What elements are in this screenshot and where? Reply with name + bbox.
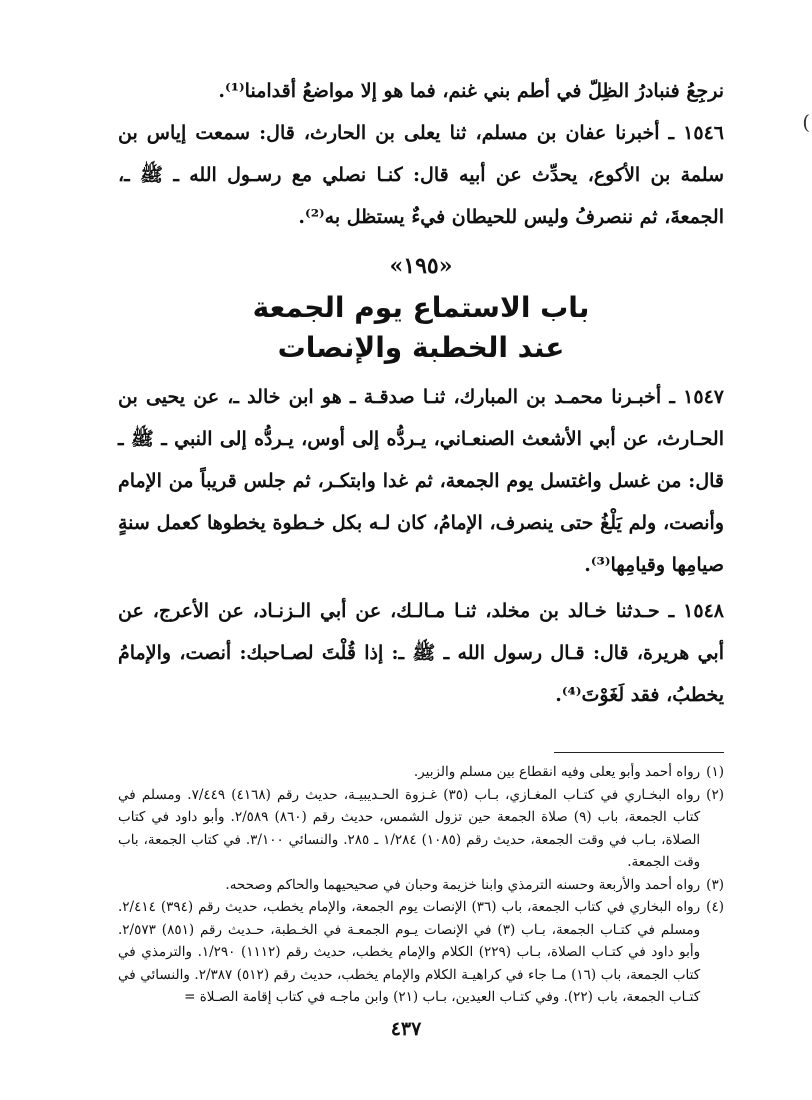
chapter-title-line-2: عند الخطبة والإنصات — [277, 331, 565, 364]
footnote-number: (٣) — [706, 876, 724, 893]
margin-mark: ( — [802, 110, 810, 134]
chapter-title-line-1: باب الاستماع يوم الجمعة — [252, 291, 590, 324]
footnote-number: (٢) — [706, 786, 724, 803]
footnote-text: رواه أحمد والأربعة وحسنه الترمذي وابنا خزيمة وحبان في صحيحيهما والحاكم وصححه. — [225, 876, 701, 893]
footnote — [118, 761, 724, 784]
hadith-1548: ١٥٤٨ ـ حـدثنا خـالد بن مخلد، ثنـا مـالـك، عن أبي الـزنـاد، عن الأعرج، عن أبي هريرة، قال: قـال رسول الله ـ ﷺ ـ: إذا قُلْتَ لصـاحبك: أنصت، والإمامُ يخطبُ، فقد لَغَوْتَ⁽⁴⁾. — [118, 600, 724, 706]
footnote — [118, 896, 724, 1009]
footnote-number: (١) — [706, 764, 724, 780]
footnote-text: رواه البخـاري في كتـاب المغـازي، بـاب (٣٥) غـزوة الحـديبيـة، حديث رقم (٤١٦٨) ٧/٤٤٩. ومسلم في كتاب الجمعة، باب (٩) صلاة الجمعة حين تزول الشمس، حديث رقم (٨٦٠) ٢/٥٨٩. وأبو داود في كتاب الصلاة، بـاب في وقت الجمعة، حديث رقم (١٠٨٥) ١/٢٨٤ ـ ٢٨٥. والنسائي ٣/١٠٠. في كتاب الجمعة، باب وقت الجمعة. — [118, 786, 701, 870]
footnote — [118, 874, 724, 897]
opening-text: نرجِعُ فنبادرُ الظِلّ في أطم بني غنم، فما هو إلا مواضعُ أقدامنا⁽¹⁾. — [218, 80, 724, 102]
footnote-text: رواه البخاري في كتاب الجمعة، باب (٣٦) الإنصات يوم الجمعة، والإمام يخطب، حديث رقم (٣٩٤) ٢/٤١٤. ومسلم في كتـاب الجمعة، بـاب (٣) في الإنصات يـوم الجمعـة في الخـطبة، حـديث رقم (٨٥١) ٢/٥٧٣. وأبو داود في كتـاب الصلاة، بـاب (٢٢٩) الكلام والإمام يخطب، حديث رقم (١١١٢) ١/٢٩٠. والترمذي في كتاب الجمعة، باب (١٦) مـا جاء في كراهيـة الكلام والإمام يخطب، حديث رقم (٥١٢) ٢/٣٨٧. والنسائي في كتـاب الجمعة، باب (٢٢). وفي كتـاب العيدين، بـاب (٢١) وابن ماجـه في كتاب إقامة الصـلاة = — [118, 899, 701, 1005]
footnote-text: رواه أحمد وأبو يعلى وفيه انقطاع بين مسلم والزبير. — [413, 764, 701, 780]
hadith-1547: ١٥٤٧ ـ أخبـرنا محمـد بن المبارك، ثنـا صدقـة ـ هو ابن خالد ـ، عن يحيى بن الحـارث، عن أبي الأشعث الصنعـاني، يـردُّه إلى أوس، يـردُّه إلى النبي ـ ﷺ ـ قال: من غسل واغتسل يوم الجمعة، ثم غدا وابتكـر، ثم جلس قريباً من الإمام وأنصت، ولم يَلْغُ حتى ينصرف، الإمامُ، كان لـه بكل خـطوة يخطوها كعمل سنةٍ صيامِها وقيامِها⁽³⁾. — [118, 386, 724, 576]
page-number: ٤٣٧ — [390, 1018, 422, 1040]
footnote — [118, 784, 724, 874]
chapter-number: «١٩٥» — [389, 253, 453, 279]
footnote-number: (٤) — [706, 899, 724, 915]
footnotes — [118, 761, 724, 1009]
hadith-1546: ١٥٤٦ ـ أخبرنا عفان بن مسلم، ثنا يعلى بن الحارث، قال: سمعت إياس بن سلمة بن الأكوع، يحدِّث عن أبيه قال: كنـا نصلي مع رسـول الله ـ ﷺ ـ، الجمعةَ، ثم ننصرفُ وليس للحيطان فيءٌ يستظل به⁽²⁾. — [118, 122, 724, 228]
chapter-title — [118, 288, 724, 368]
footnote-divider — [554, 752, 724, 753]
